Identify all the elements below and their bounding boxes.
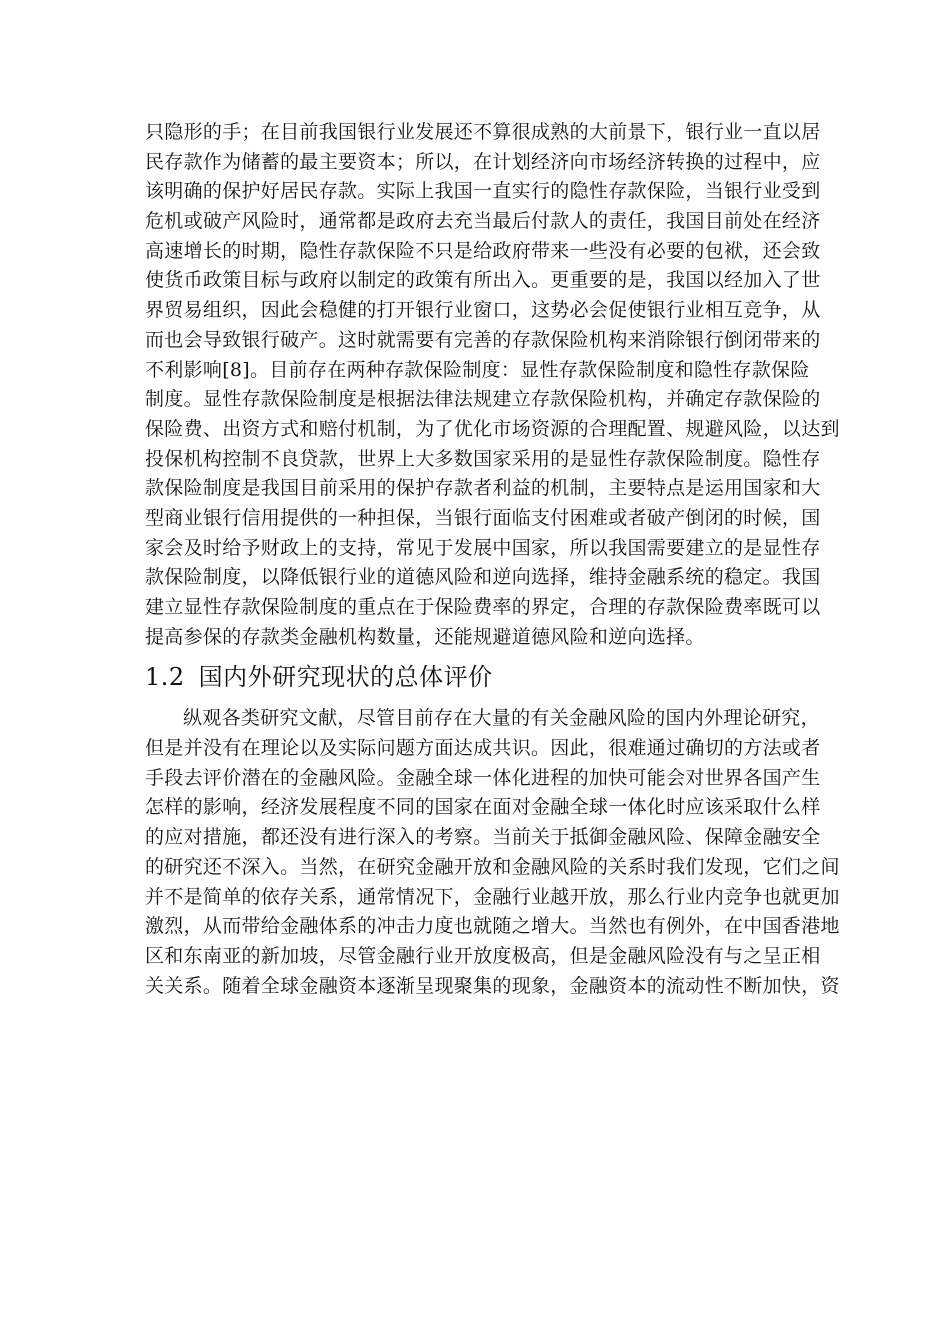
text-line: 界贸易组织，因此会稳健的打开银行业窗口，这势必会促使银行业相互竞争，从	[145, 299, 821, 322]
section-heading	[145, 654, 807, 700]
text-line: 制度。显性存款保险制度是根据法律法规建立存款保险机构，并确定存款保险的	[145, 388, 821, 411]
document-page	[145, 118, 840, 1001]
text-line: 而也会导致银行破产。这时就需要有完善的存款保险机构来消除银行倒闭带来的	[145, 328, 821, 351]
paragraph-deposit-insurance	[145, 118, 840, 652]
text-line: 只隐形的手；在目前我国银行业发展还不算很成熟的大前景下，银行业一直以居	[145, 121, 821, 143]
text-line: 的研究还不深入。当然，在研究金融开放和金融风险的关系时我们发现，它们之间	[145, 855, 840, 878]
text-line: 激烈，从而带给金融体系的冲击力度也就随之增大。当然也有例外，在中国香港地	[145, 915, 840, 938]
text-line: 不利影响[8]。目前存在两种存款保险制度：显性存款保险制度和隐性存款保险	[145, 358, 810, 381]
text-line: 但是并没有在理论以及实际问题方面达成共识。因此，很难通过确切的方法或者	[145, 737, 821, 760]
text-line: 的应对措施，都还没有进行深入的考察。当前关于抵御金融风险、保障金融安全	[145, 826, 821, 849]
text-line: 并不是简单的依存关系，通常情况下，金融行业越开放，那么行业内竞争也就更加	[145, 885, 840, 908]
text-line: 怎样的影响，经济发展程度不同的国家在面对金融全球一体化时应该采取什么样	[145, 796, 821, 819]
text-line: 保险费、出资方式和赔付机制，为了优化市场资源的合理配置、规避风险，以达到	[145, 417, 840, 440]
text-line: 款保险制度，以降低银行业的道德风险和逆向选择，维持金融系统的稳定。我国	[145, 566, 821, 589]
text-line: 使货币政策目标与政府以制定的政策有所出入。更重要的是，我国以经加入了世	[145, 269, 821, 292]
text-line: 手段去评价潜在的金融风险。金融全球一体化进程的加快可能会对世界各国产生	[145, 766, 821, 789]
text-line: 危机或破产风险时，通常都是政府去充当最后付款人的责任，我国目前处在经济	[145, 210, 821, 233]
text-line: 民存款作为储蓄的最主要资本；所以，在计划经济向市场经济转换的过程中，应	[145, 150, 821, 173]
text-line: 家会及时给予财政上的支持，常见于发展中国家，所以我国需要建立的是显性存	[145, 536, 821, 559]
text-line: 款保险制度是我国目前采用的保护存款者利益的机制，主要特点是运用国家和大	[145, 477, 821, 500]
text-line: 建立显性存款保险制度的重点在于保险费率的界定，合理的存款保险费率既可以	[145, 596, 821, 618]
text-line: 高速增长的时期，隐性存款保险不只是给政府带来一些没有必要的包袱，还会致	[145, 239, 821, 262]
text-line: 型商业银行信用提供的一种担保，当银行面临支付困难或者破产倒闭的时候，国	[145, 506, 821, 529]
text-line: 该明确的保护好居民存款。实际上我国一直实行的隐性存款保险，当银行业受到	[145, 180, 821, 203]
text-line: 区和东南亚的新加坡，尽管金融行业开放度极高，但是金融风险没有与之呈正相	[145, 944, 821, 967]
text-line: 投保机构控制不良贷款，世界上大多数国家采用的是显性存款保险制度。隐性存	[145, 447, 821, 470]
paragraph-research-review	[145, 704, 840, 1001]
text-line: 提高参保的存款类金融机构数量，还能规避道德风险和逆向选择。	[145, 625, 705, 648]
section-number: 1.2	[145, 663, 185, 692]
text-line: 纵观各类研究文献，尽管目前存在大量的有关金融风险的国内外理论研究，	[183, 707, 820, 730]
section-title: 国内外研究现状的总体评价	[198, 663, 493, 692]
text-line: 关关系。随着全球金融资本逐渐呈现聚集的现象，金融资本的流动性不断加快，资	[145, 974, 840, 997]
